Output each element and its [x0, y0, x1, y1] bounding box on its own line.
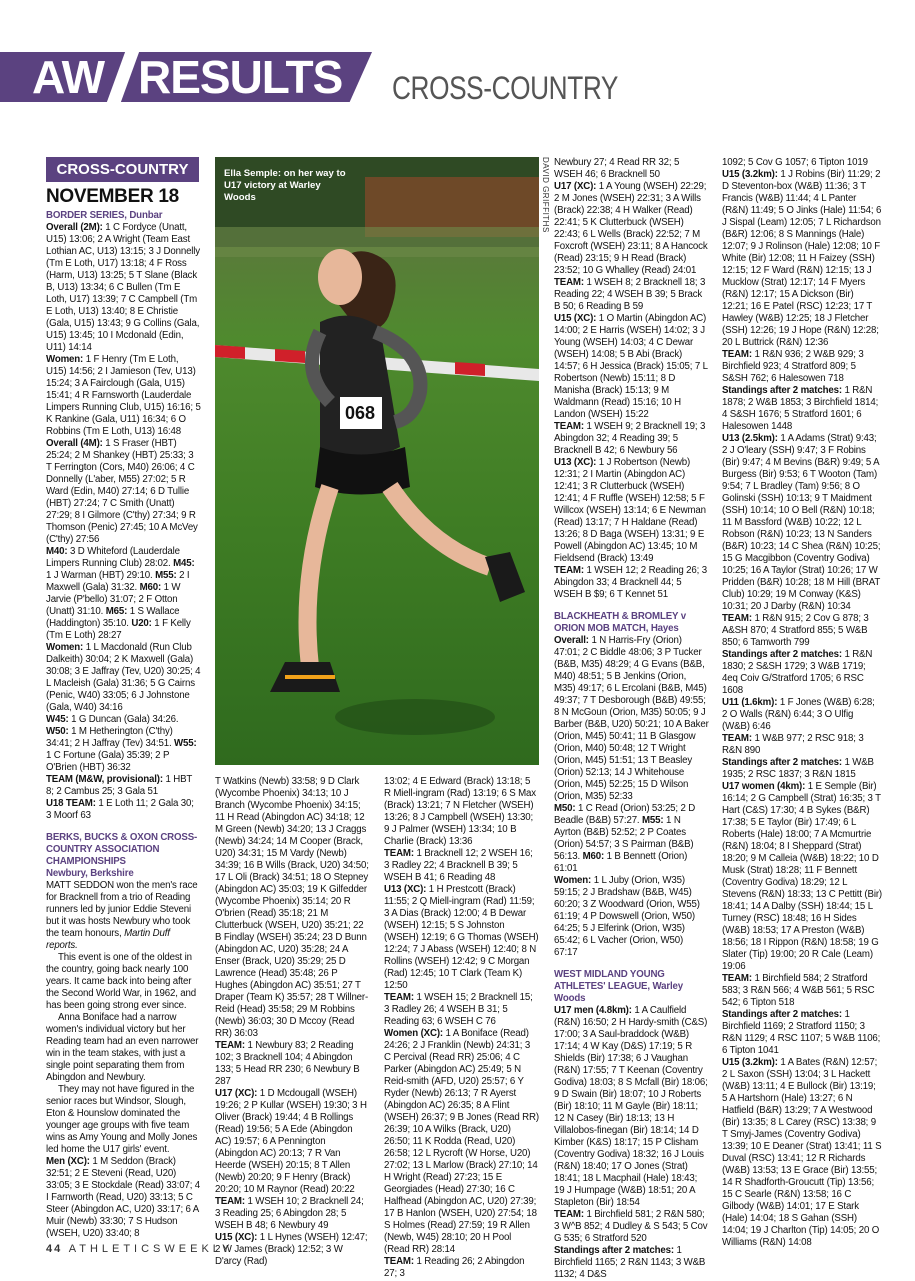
- result-para: U11 (1.6km): 1 F Jones (W&B) 6:28; 2 O Walls (R&N) 6:44; 3 O Ulfig (W&B) 6:46: [722, 697, 875, 732]
- result-para: 13:02; 4 E Edward (Brack) 13:18; 5 R Miell-ingram (Rad) 13:19; 6 S Max (Brack) 13:21; 7 N Fletcher (WSEH) 13:26; 8 J Campbell (WSEH) 13:30; 9 J Palmer (WSEH) 13:34; 10 B Charlie (Brack) 13:36: [384, 776, 536, 847]
- result-para: Women: 1 L Macdonald (Run Club Dalkeith) 30:04; 2 K Maxwell (Gala) 30:08; 3 E Jaffray (Tev, U20) 30:25; 4 L Macleish (Gala) 31:36; 5 G Cairns (Penic, W40) 33:05; 6 J Johnstone (Gala, W40) 34:16: [46, 642, 201, 713]
- column-2: [215, 776, 370, 1268]
- result-para: U13 (XC): 1 H Prestcott (Brack) 11:55; 2 Q Miell-ingram (Rad) 11:59; 3 A Dias (Brack) 12:00; 4 B Dewar (WSEH) 12:15; 5 S Johnston (WSEH) 12:19; 6 G Thomas (WSEH) 12:24; 7 J Abass (WSEH) 12:40; 8 N Rollins (WSEH) 12:42; 9 C Morgan (Rad) 12:45; 10 T Clark (Team K) 12:50: [384, 884, 539, 991]
- column-3: [384, 776, 539, 1280]
- heading-bb-orion: BLACKHEATH & BROMLEY v ORION MOB MATCH, Hayes: [554, 611, 686, 634]
- result-para: 1092; 5 Cov G 1057; 6 Tipton 1019: [722, 157, 868, 168]
- result-para: U13 (2.5km): 1 A Adams (Strat) 9:43; 2 J O'leary (SSH) 9:47; 3 F Robins (Bir) 9:47; 4 M Bevins (B&R) 9:49; 5 A Burgess (Bir) 9:53; 6 T Wooton (Tam) 9:54; 7 L Bradley (Tam) 9:56; 8 O Golinski (SSH) 10:13; 9 T Maidment (SSH) 10:14; 10 O Bell (R&N) 10:18; 11 M Bassford (W&B) 10:22; 12 L Robson (R&N) 10:23; 13 N Sanders (B&R) 10:23; 14 C Shea (R&N) 10:25; 15 G Macgibbon (Coventry Godiva) 10:25; 16 A Taylor (Strat) 10:26; 17 W Pridden (B&R) 10:28; 18 M Hill (BRAT Club) 10:29; 19 M Conway (K&S) 10:31; 20 J Darby (R&N) 10:34: [722, 433, 881, 612]
- result-para: Overall (4M): 1 S Fraser (HBT) 25:24; 2 M Shankey (HBT) 25:33; 3 T Ferrington (Cors, M40) 26:06; 4 C Donnelly (L'aber, M55) 27:02; 5 R Ward (Edin, M40) 27:14; 6 D Tullie (HBT) 27:24; 7 C Smith (Unatt) 27:29; 8 I Gilmore (C'thy) 27:34; 9 R Thomson (Penic) 27:45; 10 A McVey (C'thy) 27:56: [46, 438, 198, 545]
- column-1: [46, 210, 201, 1240]
- column-4: [554, 157, 709, 1281]
- magazine-name: ATHLETICSWEEKLY: [68, 1243, 234, 1255]
- result-para: U15 (3.2km): 1 J Robins (Bir) 11:29; 2 D Steventon-box (W&B) 11:36; 3 T Francis (W&B) 11:44; 4 L Panter (R&N) 11:49; 5 O Jinks (Hale) 11:54; 6 J Sispal (Leam) 12:05; 7 L Richardson (B&R) 12:06; 8 S Mannings (Hale) 12:07; 9 J Rolinson (Hale) 12:08; 10 F White (Bir) 12:08; 11 H Faizey (SSH) 12:15; 12 F Ward (R&N) 12:15; 13 J Mucklow (Strat) 12:17; 14 F Myers (R&N) 12:17; 15 A Dickson (Bir) 12:21; 16 E Patel (RSC) 12:23; 17 T Hawley (W&B) 12:25; 18 J Fletcher (SSH) 12:26; 19 J Hope (R&N) 12:28; 20 L Buttrick (R&N) 12:36: [722, 169, 882, 348]
- result-para: TEAM: 1 Birchfield 581; 2 R&N 580; 3 W^B 852; 4 Dudley & S 543; 5 Cov G 535; 6 Stratford 520: [554, 1209, 708, 1244]
- result-para: Standings after 2 matches: 1 R&N 1878; 2 W&B 1853; 3 Birchfield 1814; 4 S&SH 1676; 5 Stratford 1601; 6 Halesowen 1448: [722, 385, 879, 432]
- banner-logo-aw: AW: [32, 51, 105, 103]
- result-para: TEAM (M&W, provisional): 1 HBT 8; 2 Cambus 25; 3 Gala 51: [46, 774, 193, 797]
- page-footer: [46, 1243, 233, 1255]
- photo-credit: DAVID GRIFFITHS: [541, 157, 550, 233]
- result-para: U17 men (4.8km): 1 A Caulfield (R&N) 16:50; 2 H Hardy-smith (C&S) 17:00; 3 A Saul-braddock (W&B) 17:14; 4 W Kay (D&S) 17:19; 5 R Shields (Bir) 17:38; 6 J Vaughan (R&N) 17:55; 7 T Keenan (Coventry Godiva) 18:03; 8 S Mcfall (Bir) 18:06; 9 D Swain (Bir) 18:07; 10 J Roberts (Bir) 18:10; 11 M Gayle (Bir) 18:11; 12 N Casey (Bir) 18:13; 13 H Villalobos-finegan (Bir) 18:14; 14 D Kimber (K&S) 18:17; 15 P Clisham (Coventry Godiva) 18:32; 16 J Louis (R&N) 18:40; 17 O Jones (Strat) 18:41; 18 L Macphail (Hale) 18:43; 19 J Humpage (W&B) 18:51; 20 A Stapleton (Bir) 18:54: [554, 1005, 708, 1208]
- story-para: This event is one of the oldest in the country, going back nearly 100 years. It came back into being after the Second World War, in 1962, and has been going strong ever since.: [46, 952, 196, 1011]
- result-para: Newbury 27; 4 Read RR 32; 5 WSEH 46; 6 Bracknell 50: [554, 157, 680, 180]
- result-para: TEAM: 1 Reading 26; 2 Abingdon 27; 3: [384, 1256, 525, 1279]
- result-para: U13 (XC): 1 J Robertson (Newb) 12:31; 2 I Martin (Abingdon AC) 12:41; 3 R Clutterbuck (WSEH) 12:41; 4 F Ruffle (WSEH) 12:58; 5 F Willcox (WSEH) 13:14; 6 E Newman (Read) 13:17; 7 H Haldane (Read) 13:26; 8 D Baga (WSEH) 13:31; 9 E Powell (Abingdon AC) 13:45; 10 M Fieldsend (Brack) 13:49: [554, 457, 706, 564]
- result-para: Men (XC): 1 M Seddon (Brack) 32:51; 2 E Steveni (Read, U20) 33:05; 3 E Stockdale (Read) 33:07; 4 I Farnworth (Read, U20) 33:13; 5 C Steer (Abingdon AC, U20) 33:17; 6 A Muir (Newb) 33:30; 7 S Hudson (WSEH, U20) 33:40; 8: [46, 1156, 201, 1239]
- story-para: Anna Boniface had a narrow women's individual victory but her Reading team had an even narrower win in the team stakes, with just a single point separating them from Abingdon and Newbury.: [46, 1012, 199, 1083]
- result-para: Standings after 2 matches: 1 Birchfield 1165; 2 R&N 1143; 3 W&B 1132; 4 D&S: [554, 1245, 706, 1280]
- result-para: TEAM: 1 WSEH 15; 2 Bracknell 15; 3 Radley 26; 4 WSEH B 31; 5 Reading 63; 6 WSEH C 76: [384, 992, 533, 1027]
- heading-border-series: BORDER SERIES, Dunbar: [46, 210, 163, 221]
- page-number: 44: [46, 1243, 63, 1255]
- result-para: U17 women (4km): 1 E Semple (Bir) 16:14; 2 G Campbell (Strat) 16:35; 3 T Hart (C&S) 17:30; 4 B Sykes (B&R) 17:38; 5 E Taylor (Bir) 17:49; 6 L Roberts (Hale) 18:00; 7 A Mcmurtrie (R&N) 18:04; 8 I Sheppard (Strat) 18:20; 9 M Calleia (W&B) 18:22; 10 D Musk (Strat) 18:28; 11 F Bennett (Coventry Godiva) 18:29; 12 L Stevens (R&N) 18:33; 13 C Pettitt (Bir) 18:41; 14 A Dalby (SSH) 18:44; 15 L Turney (RSC) 18:48; 16 H Sides (W&B) 18:53; 17 A Preston (W&B) 18:56; 18 I Rippon (R&N) 18:58; 19 G Slater (Tip) 19:00; 20 R Cale (Leam) 19:06: [722, 781, 882, 972]
- result-para: TEAM: 1 WSEH 10; 2 Bracknell 24; 3 Reading 25; 6 Abingdon 28; 5 WSEH B 48; 6 Newbury 49: [215, 1196, 364, 1231]
- result-para: TEAM: 1 Bracknell 12; 2 WSEH 16; 3 Radley 22; 4 Bracknell B 39; 5 WSEH B 41; 6 Reading 48: [384, 848, 533, 883]
- runner-illustration: [215, 157, 539, 765]
- photo-caption: Ella Semple: on her way to U17 victory at Warley Woods: [224, 168, 346, 203]
- result-para: M40: 3 D Whiteford (Lauderdale Limpers Running Club) 28:02. M45: 1 J Warman (HBT) 29:10. M55: 2 I Maxwell (Gala) 31:32. M60: 1 W Jarvie (P'bello) 31:07; 2 F Otton (Unatt) 31:10. M65: 1 S Wallace (Haddington) 35:10. U20: 1 F Kelly (Tm E Loth) 28:27: [46, 546, 195, 641]
- column-5: [722, 157, 882, 1249]
- result-para: U15 (XC): 1 L Hynes (WSEH) 12:47; 2 W James (Brack) 12:52; 3 W D'arcy (Rad): [215, 1232, 368, 1267]
- runner-photo: [215, 157, 539, 765]
- date-heading: NOVEMBER 18: [46, 186, 179, 207]
- result-para: U15 (XC): 1 O Martin (Abingdon AC) 14:00; 2 E Harris (WSEH) 14:02; 3 J Young (WSEH) 14:03; 4 C Dewar (WSEH) 14:08; 5 B Abi (Brack) 14:57; 6 H Jessica (Brack) 15:05; 7 L Robertson (Newb) 15:11; 8 D Manisha (Brack) 15:13; 9 M Waldmann (Read) 15:16; 10 H Landon (WSEH) 15:22: [554, 313, 708, 420]
- heading-bbo: BERKS, BUCKS & OXON CROSS-COUNTRY ASSOCIATION CHAMPIONSHIPS: [46, 832, 198, 867]
- heading-west-midland: WEST MIDLAND YOUNG ATHLETES' LEAGUE, Warley Woods: [554, 969, 683, 1004]
- result-para: TEAM: 1 Newbury 83; 2 Reading 102; 3 Bracknell 104; 4 Abingdon 133; 5 Head RR 230; 6 Newbury B 287: [215, 1040, 360, 1087]
- result-para: Overall: 1 N Harris-Fry (Orion) 47:01; 2 C Biddle 48:06; 3 P Tucker (B&B, M35) 48:29; 4 G Evans (B&B, M40) 48:51; 5 B Jenkins (Orion, M35) 49:17; 6 L Ercolani (B&B, M45) 49:37; 7 T Desborough (B&B) 49:55; 8 N McGoun (Orion, M35) 50:05; 9 J Barber (B&B, U20) 50:21; 10 A Baker (Orion, M45) 50:41; 11 B Glasgow (Orion, M40) 50:48; 12 T Wright (Orion, M45) 51:51; 13 T Beasley (Orion) 52:13; 14 J Whitehouse (Orion, M45) 52:25; 15 D Wilson (Orion, M35) 52:33: [554, 635, 709, 802]
- result-para: Standings after 2 matches: 1 Birchfield 1169; 2 Stratford 1150; 3 R&N 1129; 4 RSC 1107; 5 W&B 1106; 6 Tipton 1041: [722, 1009, 881, 1056]
- result-para: W45: 1 G Duncan (Gala) 34:26. W50: 1 M Hetherington (C'thy) 34:41; 2 H Jaffray (Tev) 34:51. W55: 1 C Fortune (Gala) 35:39; 2 P O'Brien (HBT) 36:32: [46, 714, 197, 773]
- result-para: U18 TEAM: 1 E Loth 11; 2 Gala 30; 3 Moorf 63: [46, 798, 194, 821]
- section-title: CROSS-COUNTRY: [392, 70, 618, 106]
- story-para: They may not have figured in the senior races but Windsor, Slough, Eton & Hounslow dominated the younger age groups with five team wins as Amy Young and Molly Jones led home the U17 girls' event.: [46, 1084, 198, 1155]
- result-para: TEAM: 1 R&N 915; 2 Cov G 878; 3 A&SH 870; 4 Stratford 855; 5 W&B 850; 6 Tamworth 799: [722, 613, 869, 648]
- result-para: Standings after 2 matches: 1 R&N 1830; 2 S&SH 1729; 3 W&B 1719; 4eq Coiv G/Stratford 1705; 6 RSC 1608: [722, 649, 873, 696]
- story-para: MATT SEDDON won the men's race for Bracknell from a trio of Reading runners led by junior Eddie Steveni but it was hosts Newbury who took the team honours, Martin Duff reports.: [46, 880, 198, 951]
- result-para: Women: 1 L Juby (Orion, W35) 59:15; 2 J Bradshaw (B&B, W45) 60:20; 3 Z Woodward (Orion, W55) 61:19; 4 P Dowswell (Orion, W50) 64:25; 5 J Elferink (Orion, W35) 65:42; 6 L Vacher (Orion, W50) 67:17: [554, 875, 700, 958]
- result-para: TEAM: 1 WSEH 12; 2 Reading 26; 3 Abingdon 33; 4 Bracknell 44; 5 WSEH B $9; 6 T Kennet 51: [554, 565, 707, 600]
- result-para: TEAM: 1 Birchfield 584; 2 Stratford 583; 3 R&N 566; 4 W&B 561; 5 RSC 542; 6 Tipton 518: [722, 973, 875, 1008]
- result-para: U17 (XC): 1 A Young (WSEH) 22:29; 2 M Jones (WSEH) 22:31; 3 A Wills (Brack) 22:38; 4 H Walker (Read) 22:41; 5 K Clutterbuck (WSEH) 22:43; 6 L Wells (Brack) 22:52; 7 M Foxcroft (WSEH) 23:11; 8 A Hancock (Read) 23:15; 9 H Read (Brack) 23:52; 10 G Whalley (Read) 24:01: [554, 181, 708, 276]
- category-tag: CROSS-COUNTRY: [46, 157, 199, 182]
- result-para: Standings after 2 matches: 1 W&B 1935; 2 RSC 1837; 3 R&N 1815: [722, 757, 874, 780]
- result-para: Women (XC): 1 A Boniface (Read) 24:26; 2 J Franklin (Newb) 24:31; 3 C Percival (Read RR) 25:06; 4 C Parker (Abingdon AC) 25:49; 5 N Reid-smith (AFD, U20) 25:57; 6 Y Ryder (Newb) 26:13; 7 R Ayerst (Abingdon AC) 26:35; 8 A Flint (WSEH) 26:37; 9 B Jones (Read RR) 26:39; 10 A Wilks (Brack, U20) 26:50; 11 K Rodda (Read, U20) 26:58; 12 L Rycroft (W Horse, U20) 27:02; 13 L Marlow (Brack) 27:10; 14 H Wright (Read) 27:23; 15 E Georgiades (Head) 27:30; 16 C Halfhead (Abingdon AC, U20) 27:39; 17 B Hanlon (WSEH, U20) 27:54; 18 S Holmes (Read) 27:59; 19 R Allen (Newb, W45) 28:10; 20 H Pool (Read RR) 28:14: [384, 1028, 539, 1255]
- result-para: Overall (2M): 1 C Fordyce (Unatt, U15) 13:06; 2 A Wright (Team East Lothian AC, U13) 13:15; 3 J Donnelly (Tm E Loth, U17) 13:18; 4 F Ross (Harm, U13) 13:25; 5 T Slane (Black B, U13) 13:34; 6 C Bullen (Tm E Loth, U17) 13:39; 7 C Campbell (Tm E Loth, U13) 13:40; 8 E Christie (Gala, U15) 13:43; 9 G Collins (Gala, U15) 13:45; 10 I Mcdonald (Edin, U11) 14:14: [46, 222, 201, 353]
- result-para: T Watkins (Newb) 33:58; 9 D Clark (Wycombe Phoenix) 34:13; 10 J Branch (Wycombe Phoenix) 34:15; 11 H Read (Abingdon AC) 34:18; 12 M Green (Newb) 34:20; 13 J Craggs (Newb) 34:24; 14 M Cooper (Brack, U20) 34:31; 15 M Vardy (Newb) 34:39; 16 B Wills (Brack, U20) 34:50; 17 L Oli (Brack) 34:51; 18 O Stepney (Abingdon AC) 35:03; 19 K Gilfedder (Wycombe Phoenix) 35:14; 20 R O'brien (Read) 35:18; 21 M Clutterbuck (WSEH, U20) 35:21; 22 B Findlay (WSEH) 35:24; 23 D Bunn (Abingdon AC, U20) 35:28; 24 A Enser (Brack, U20) 35:29; 25 D Lawrence (Head) 35:48; 26 P Hughes (Abingdon AC) 35:51; 27 T Draper (Team K) 35:57; 28 T Willner-Reid (Head) 35:58; 29 M Robbins (Newb) 36:03; 30 D Mccoy (Read RR) 36:03: [215, 776, 369, 1039]
- result-para: TEAM: 1 R&N 936; 2 W&B 929; 3 Birchfield 923; 4 Stratford 809; 5 S&SH 762; 6 Halesowen 718: [722, 349, 864, 384]
- banner-logo-results: RESULTS: [138, 51, 343, 103]
- result-para: U15 (3.2km): 1 A Bates (R&N) 12:57; 2 L Saxon (SSH) 13:04; 3 L Hackett (W&B) 13:11; 4 E Bullock (Bir) 13:19; 5 A Hartshorn (Hale) 13:27; 6 N Hatfield (B&R) 13:29; 7 A Westwood (Bir) 13:35; 8 L Carey (RSC) 13:38; 9 T Smyj-James (Coventry Godiva) 13:39; 10 E Deaner (Strat) 13:41; 11 S Duval (RSC) 13:41; 12 R Richards (W&B) 13:53; 13 E Grace (Bir) 13:55; 14 R Shadforth-Groucutt (Tip) 13:56; 15 C Searle (R&N) 13:58; 16 C Gilbody (W&B) 14:01; 17 E Stark (Hale) 14:04; 18 S Gahan (SSH) 14:04; 19 J Charlton (Tip) 14:05; 20 O Williams (R&N) 14:08: [722, 1057, 882, 1248]
- venue-bbo: Newbury, Berkshire: [46, 868, 134, 879]
- result-para: TEAM: 1 W&B 977; 2 RSC 918; 3 R&N 890: [722, 733, 864, 756]
- result-para: U17 (XC): 1 D Mcdougall (WSEH) 19:26; 2 P Kullar (WSEH) 19:30; 3 H Oliver (Brack) 19:44; 4 B Rollings (Read) 19:56; 5 A Ede (Abingdon AC) 19:57; 6 A Pennington (Abingdon AC) 20:13; 7 R Van Heerde (WSEH) 20:15; 8 T Allen (Newb) 20:20; 9 F Henry (Brack) 20:20; 10 M Raynor (Read) 20:22: [215, 1088, 367, 1195]
- result-para: M50: 1 C Read (Orion) 53:25; 2 D Beadle (B&B) 57:27. M55: 1 N Ayrton (B&B) 52:52; 2 P Coates (Orion) 54:57; 3 S Pairman (B&B) 56:13. M60: 1 B Bennett (Orion) 61:01: [554, 803, 696, 874]
- result-para: Women: 1 F Henry (Tm E Loth, U15) 14:56; 2 I Jamieson (Tev, U13) 15:24; 3 A Fairclough (Gala, U15) 15:41; 4 R Farnsworth (Lauderdale Limpers Running Club, U15) 16:16; 5 K Rankine (Gala, U11) 16:34; 6 O Robbins (Tm E Loth, U13) 16:48: [46, 354, 201, 437]
- bib-number: 068: [345, 403, 376, 423]
- result-para: TEAM: 1 WSEH 9; 2 Bracknell 19; 3 Abingdon 32; 4 Reading 39; 5 Bracknell B 42; 6 Newbury 56: [554, 421, 706, 456]
- result-para: TEAM: 1 WSEH 8; 2 Bracknell 18; 3 Reading 22; 4 WSEH B 39; 5 Brack B 50; 6 Reading B 59: [554, 277, 706, 312]
